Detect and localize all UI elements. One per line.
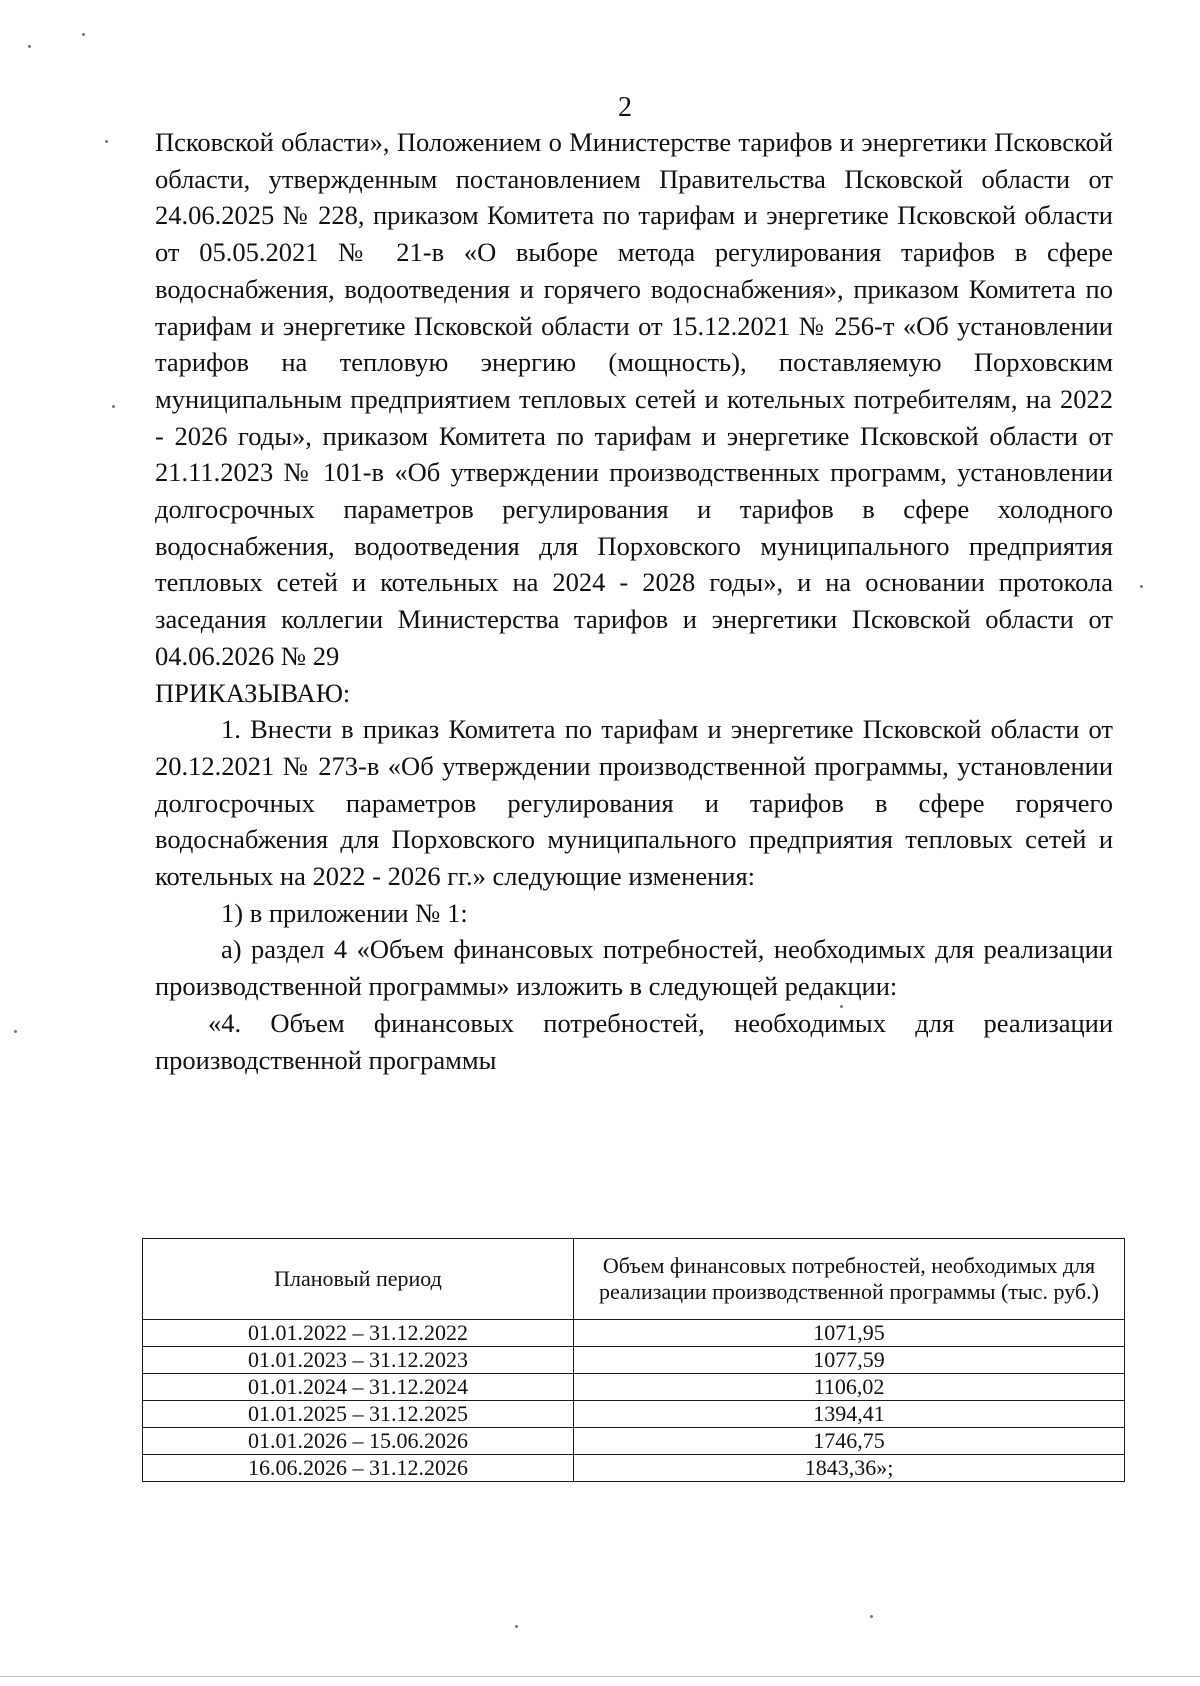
header-planned-period: Плановый период — [143, 1239, 574, 1320]
amount-cell: 1394,41 — [574, 1401, 1125, 1428]
scan-speck — [105, 140, 108, 143]
financial-needs-table-wrapper — [142, 1238, 1125, 1482]
period-cell: 01.01.2026 – 15.06.2026 — [143, 1428, 574, 1455]
scan-speck — [840, 1005, 843, 1008]
table-header-row — [143, 1239, 1125, 1320]
financial-needs-table — [142, 1238, 1125, 1482]
amount-cell: 1071,95 — [574, 1320, 1125, 1347]
amount-cell: 1843,36»; — [574, 1455, 1125, 1482]
period-cell: 01.01.2025 – 31.12.2025 — [143, 1401, 574, 1428]
amount-cell: 1106,02 — [574, 1374, 1125, 1401]
period-cell: 16.06.2026 – 31.12.2026 — [143, 1455, 574, 1482]
page-number: 2 — [618, 92, 632, 123]
scan-speck — [112, 405, 115, 408]
sub-item-1: 1) в приложении № 1: — [221, 897, 468, 928]
amount-cell: 1077,59 — [574, 1347, 1125, 1374]
order-item-1: 1. Внести в приказ Комитета по тарифам и энергетике Псковской области от 20.12.2021 № 273-в «Об утверждении производственной программы, установлении долгосрочных параметров регулирования и тарифов в сфере горячего водоснабжения для Порховского муниципального предприятия тепловых сетей и котельных на 2022 - 2026 гг.» следующие изменения: — [155, 714, 1113, 892]
page-bottom-edge — [0, 1676, 1200, 1677]
header-financial-volume: Объем финансовых потребностей, необходимых для реализации производственной программы (тыс. руб.) — [574, 1239, 1125, 1320]
scan-speck — [515, 1625, 518, 1628]
amount-cell: 1746,75 — [574, 1428, 1125, 1455]
table-row — [143, 1428, 1125, 1455]
table-row — [143, 1401, 1125, 1428]
scan-speck — [870, 1615, 873, 1618]
scan-speck — [14, 1030, 17, 1033]
sub-item-a: а) раздел 4 «Объем финансовых потребностей, необходимых для реализации производственной программы» изложить в следующей редакции: — [155, 934, 1113, 1002]
scan-speck — [28, 45, 31, 48]
section-4-caption: «4. Объем финансовых потребностей, необходимых для реализации производственной программы — [155, 1007, 1113, 1075]
document-body — [155, 124, 1113, 1078]
period-cell: 01.01.2023 – 31.12.2023 — [143, 1347, 574, 1374]
table-row — [143, 1455, 1125, 1482]
table-row — [143, 1347, 1125, 1374]
period-cell: 01.01.2022 – 31.12.2022 — [143, 1320, 574, 1347]
table-row — [143, 1374, 1125, 1401]
table-row — [143, 1320, 1125, 1347]
preamble-paragraph: Псковской области», Положением о Министерстве тарифов и энергетики Псковской области, утвержденным постановлением Правительства Псковской области от 24.06.2025 № 228, приказом Комитета по тарифам и энергетике Псковской области от 05.05.2021 № 21-в «О выборе метода регулирования тарифов в сфере водоснабжения, водоотведения и горячего водоснабжения», приказом Комитета по тарифам и энергетике Псковской области от 15.12.2021 № 256-т «Об установлении тарифов на тепловую энергию (мощность), поставляемую Порховским муниципальным предприятием тепловых сетей и котельных потребителям, на 2022 - 2026 годы», приказом Комитета по тарифам и энергетике Псковской области от 21.11.2023 № 101-в «Об утверждении производственных программ, установлении долгосрочных параметров регулирования и тарифов в сфере холодного водоснабжения, водоотведения для Порховского муниципального предприятия тепловых сетей и котельных на 2024 - 2028 годы», и на основании протокола заседания коллегии Министерства тарифов и энергетики Псковской области от 04.06.2026 № 29 — [155, 127, 1113, 671]
order-keyword: ПРИКАЗЫВАЮ: — [155, 677, 351, 708]
scan-speck — [1140, 585, 1143, 588]
scan-speck — [82, 33, 85, 36]
period-cell: 01.01.2024 – 31.12.2024 — [143, 1374, 574, 1401]
